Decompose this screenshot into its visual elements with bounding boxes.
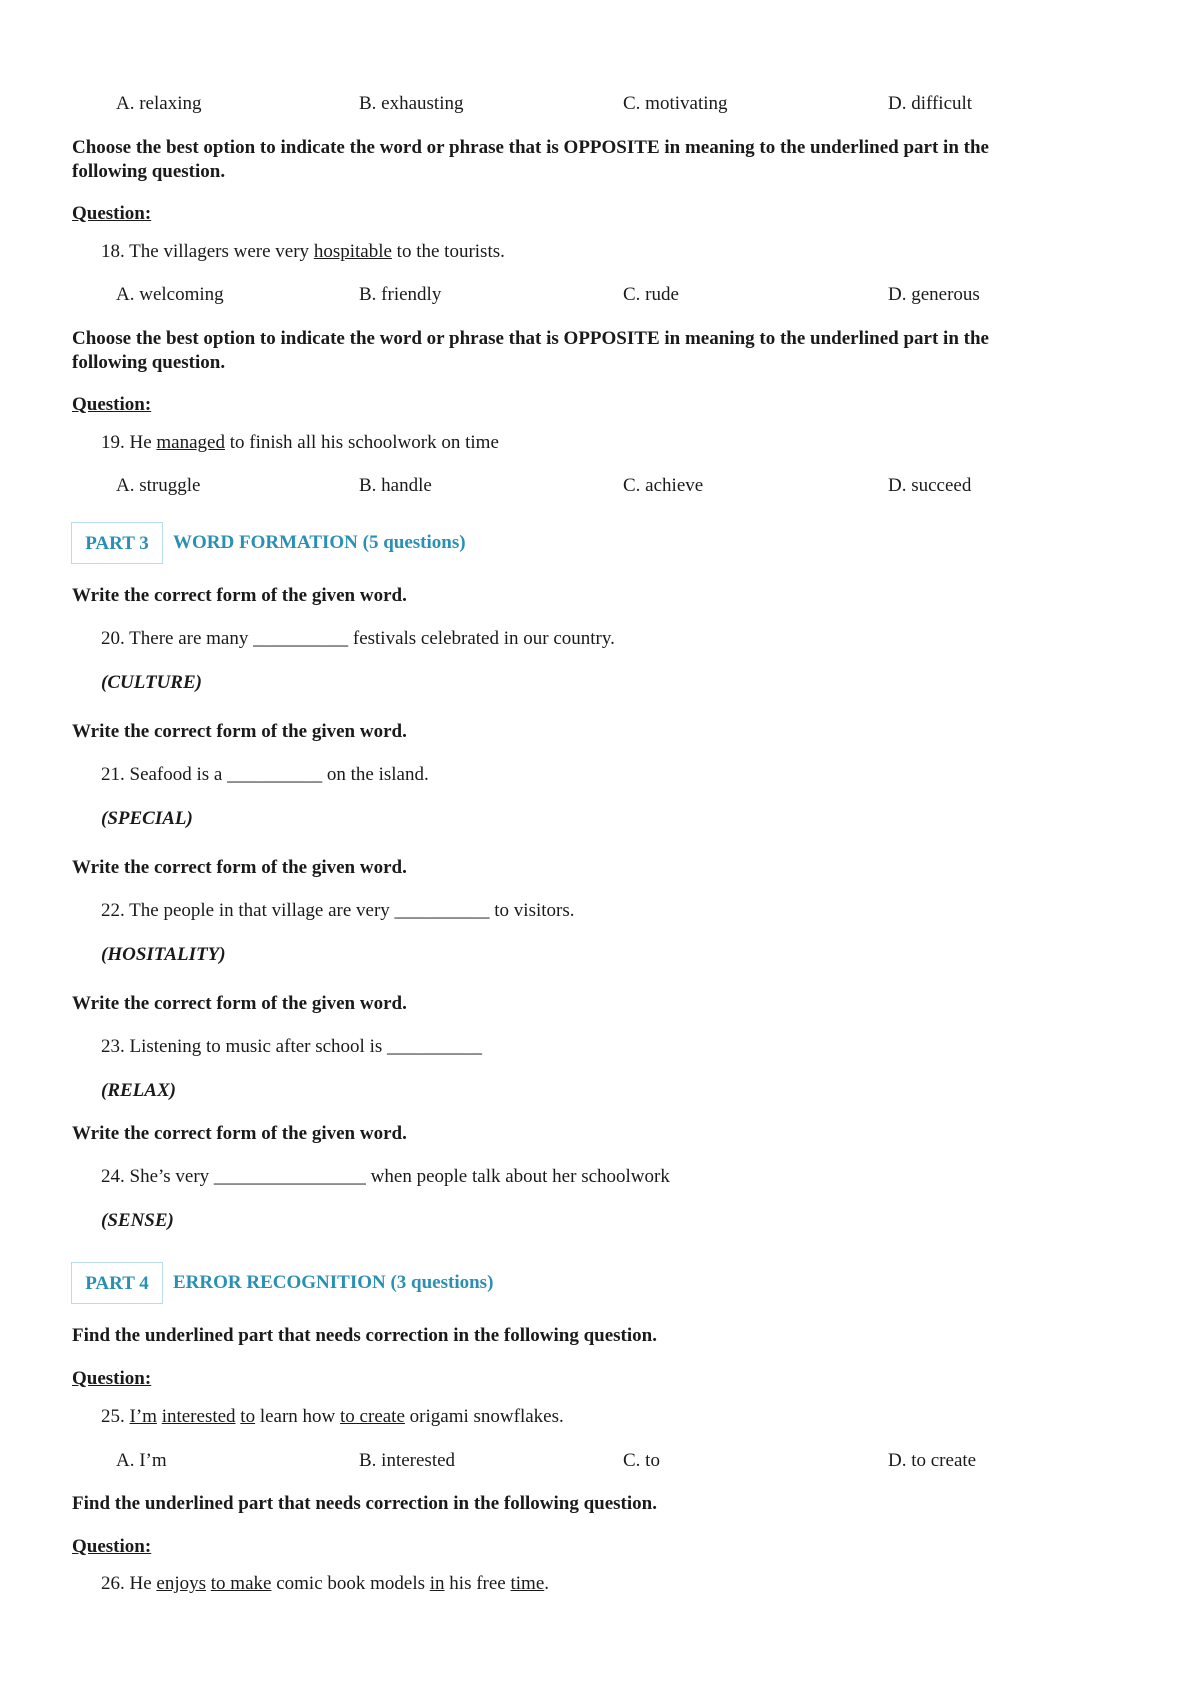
hint-word: (CULTURE) <box>101 672 202 693</box>
hint-word: (SENSE) <box>101 1210 174 1231</box>
underlined-word: managed <box>156 432 225 453</box>
underlined-b: to make <box>210 1573 272 1594</box>
instruction-word-formation: Write the correct form of the given word. <box>72 585 407 606</box>
part-4-label: PART 4 <box>71 1262 163 1304</box>
question-24: 24. She’s very ________________ when people talk about her schoolwork <box>101 1166 670 1187</box>
instruction-word-formation: Write the correct form of the given word. <box>72 993 407 1014</box>
option-d: D. succeed <box>888 475 972 496</box>
option-a: A. relaxing <box>116 93 202 114</box>
part-3-title: WORD FORMATION (5 questions) <box>173 532 466 553</box>
instruction-error: Find the underlined part that needs correction in the following question. <box>72 1493 657 1514</box>
option-b: B. exhausting <box>359 93 464 114</box>
question-25: 25. I’m interested to learn how to create origami snowflakes. <box>101 1406 564 1427</box>
option-d: D. generous <box>888 284 980 305</box>
question-22: 22. The people in that village are very __________ to visitors. <box>101 900 575 921</box>
option-a: A. welcoming <box>116 284 224 305</box>
question-label: Question: <box>72 203 152 224</box>
question-label: Question: <box>72 394 152 415</box>
instruction-word-formation: Write the correct form of the given word. <box>72 857 407 878</box>
question-label: Question: <box>72 1368 152 1389</box>
option-a: A. I’m <box>116 1450 167 1471</box>
underlined-a: enjoys <box>156 1573 207 1594</box>
option-c: C. rude <box>623 284 679 305</box>
underlined-d: time <box>510 1573 545 1594</box>
option-c: C. achieve <box>623 475 704 496</box>
option-d: D. to create <box>888 1450 977 1471</box>
underlined-c: in <box>429 1573 445 1594</box>
q19-options <box>116 474 1116 498</box>
hint-word: (SPECIAL) <box>101 808 193 829</box>
question-21: 21. Seafood is a __________ on the island. <box>101 764 429 785</box>
instruction-word-formation: Write the correct form of the given word. <box>72 1123 407 1144</box>
underlined-c: to <box>240 1406 256 1427</box>
q25-options <box>116 1449 1116 1473</box>
option-d: D. difficult <box>888 93 973 114</box>
question-19: 19. He managed to finish all his schoolwork on time <box>101 432 499 453</box>
instruction-word-formation: Write the correct form of the given word. <box>72 721 407 742</box>
question-label: Question: <box>72 1536 152 1557</box>
question-18: 18. The villagers were very hospitable to the tourists. <box>101 241 505 262</box>
instruction-opposite: Choose the best option to indicate the word or phrase that is OPPOSITE in meaning to the underlined part in the following question. <box>72 137 989 182</box>
instruction-opposite: Choose the best option to indicate the word or phrase that is OPPOSITE in meaning to the underlined part in the following question. <box>72 328 989 373</box>
q18-options <box>116 283 1116 307</box>
option-a: A. struggle <box>116 475 201 496</box>
hint-word: (HOSITALITY) <box>101 944 226 965</box>
hint-word: (RELAX) <box>101 1080 176 1101</box>
option-b: B. handle <box>359 475 432 496</box>
option-b: B. interested <box>359 1450 456 1471</box>
underlined-d: to create <box>340 1406 405 1427</box>
underlined-word: hospitable <box>313 241 392 262</box>
option-c: C. to <box>623 1450 660 1471</box>
part-3-label: PART 3 <box>71 522 163 564</box>
underlined-b: interested <box>161 1406 236 1427</box>
option-b: B. friendly <box>359 284 442 305</box>
underlined-a: I’m <box>129 1406 157 1427</box>
q17-options <box>116 92 1116 116</box>
question-20: 20. There are many __________ festivals celebrated in our country. <box>101 628 615 649</box>
question-23: 23. Listening to music after school is __________ <box>101 1036 483 1057</box>
part-4-title: ERROR RECOGNITION (3 questions) <box>173 1272 494 1293</box>
option-c: C. motivating <box>623 93 728 114</box>
instruction-error: Find the underlined part that needs correction in the following question. <box>72 1325 657 1346</box>
question-26: 26. He enjoys to make comic book models in his free time. <box>101 1573 550 1594</box>
